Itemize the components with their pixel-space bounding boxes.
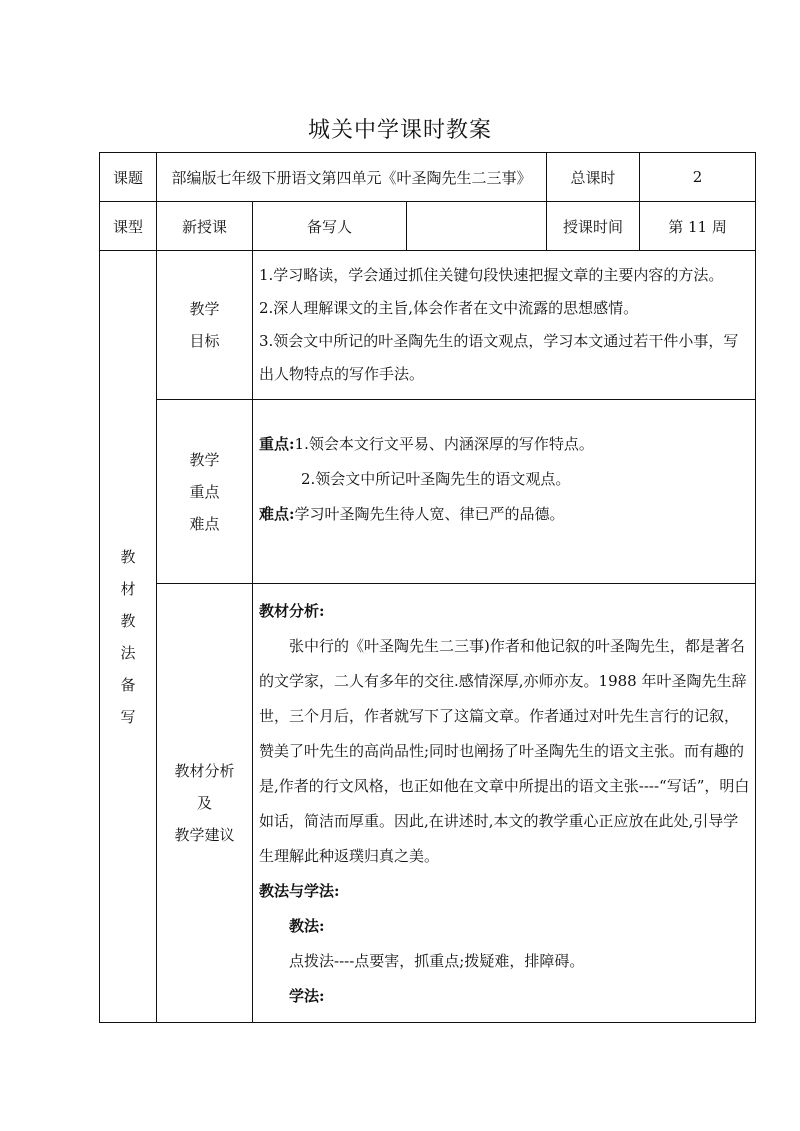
key-point-2: 2.领会文中所记叶圣陶先生的语文观点。 xyxy=(301,470,571,488)
lesson-plan-table xyxy=(99,152,756,1023)
row-type xyxy=(100,202,756,251)
analysis-label: 教材分析 及 教学建议 xyxy=(157,584,253,1023)
topic-value: 部编版七年级下册语文第四单元《叶圣陶先生二三事》 xyxy=(157,153,547,202)
teach-method-text: 点拨法----点要害，抓重点;拨疑难，排障碍。 xyxy=(289,952,585,970)
objective-item: 2.深人理解课文的主旨,体会作者在文中流露的思想感情。 xyxy=(259,299,639,317)
key-point-1: 1.领会本文行文平易、内涵深厚的写作特点。 xyxy=(294,435,594,453)
row-objectives xyxy=(100,251,756,400)
total-hours-value: 2 xyxy=(640,153,756,202)
key-points-label: 教学 重点 难点 xyxy=(157,400,253,584)
key-label: 重点: xyxy=(259,435,295,453)
teaching-time-value: 第 11 周 xyxy=(640,202,756,251)
teaching-time-label: 授课时间 xyxy=(547,202,640,251)
objective-item: 3.领会文中所记的叶圣陶先生的语文观点，学习本文通过若干件小事，写出人物特点的写作手法。 xyxy=(259,332,739,383)
learn-method-heading: 学法: xyxy=(289,987,325,1005)
preparer-value xyxy=(407,202,547,251)
page-title: 城关中学课时教案 xyxy=(307,118,492,143)
type-label: 课型 xyxy=(100,202,157,251)
methods-heading: 教法与学法: xyxy=(259,882,340,900)
row-topic xyxy=(100,153,756,202)
analysis-content xyxy=(253,584,756,1023)
total-hours-label: 总课时 xyxy=(547,153,640,202)
preparer-label: 备写人 xyxy=(253,202,407,251)
type-value: 新授课 xyxy=(157,202,253,251)
difficult-label: 难点: xyxy=(259,505,295,523)
row-key-points xyxy=(100,400,756,584)
analysis-heading: 教材分析: xyxy=(259,602,325,620)
objective-item: 1.学习略读，学会通过抓住关键句段快速把握文章的主要内容的方法。 xyxy=(259,266,724,284)
row-analysis xyxy=(100,584,756,1023)
topic-label: 课题 xyxy=(100,153,157,202)
side-label: 教 材 教 法 备 写 xyxy=(100,251,157,1023)
teach-method-heading: 教法: xyxy=(289,917,325,935)
analysis-paragraph: 张中行的《叶圣陶先生二三事)作者和他记叙的叶圣陶先生，都是著名的文学家，二人有多年的交往.感情深厚,亦师亦友。1988 年叶圣陶先生辞世，三个月后，作者就写下了这篇文章。作者通过对叶先生言行的记叙，赞美了叶先生的高尚品性;同时也阐扬了叶圣陶先生的语文主张。而有趣的是,作者的行文风格，也正如他在文章中所提出的语文主张----“写话”，明白如话，简洁而厚重。因此,在讲述时,本文的教学重心正应放在此处,引导学生理解此种返璞归真之美。 xyxy=(259,637,750,865)
objectives-label: 教学 目标 xyxy=(157,251,253,400)
difficult-point: 学习叶圣陶先生待人宽、律已严的品德。 xyxy=(294,505,565,523)
objectives-content xyxy=(253,251,756,400)
key-points-content xyxy=(253,400,756,584)
